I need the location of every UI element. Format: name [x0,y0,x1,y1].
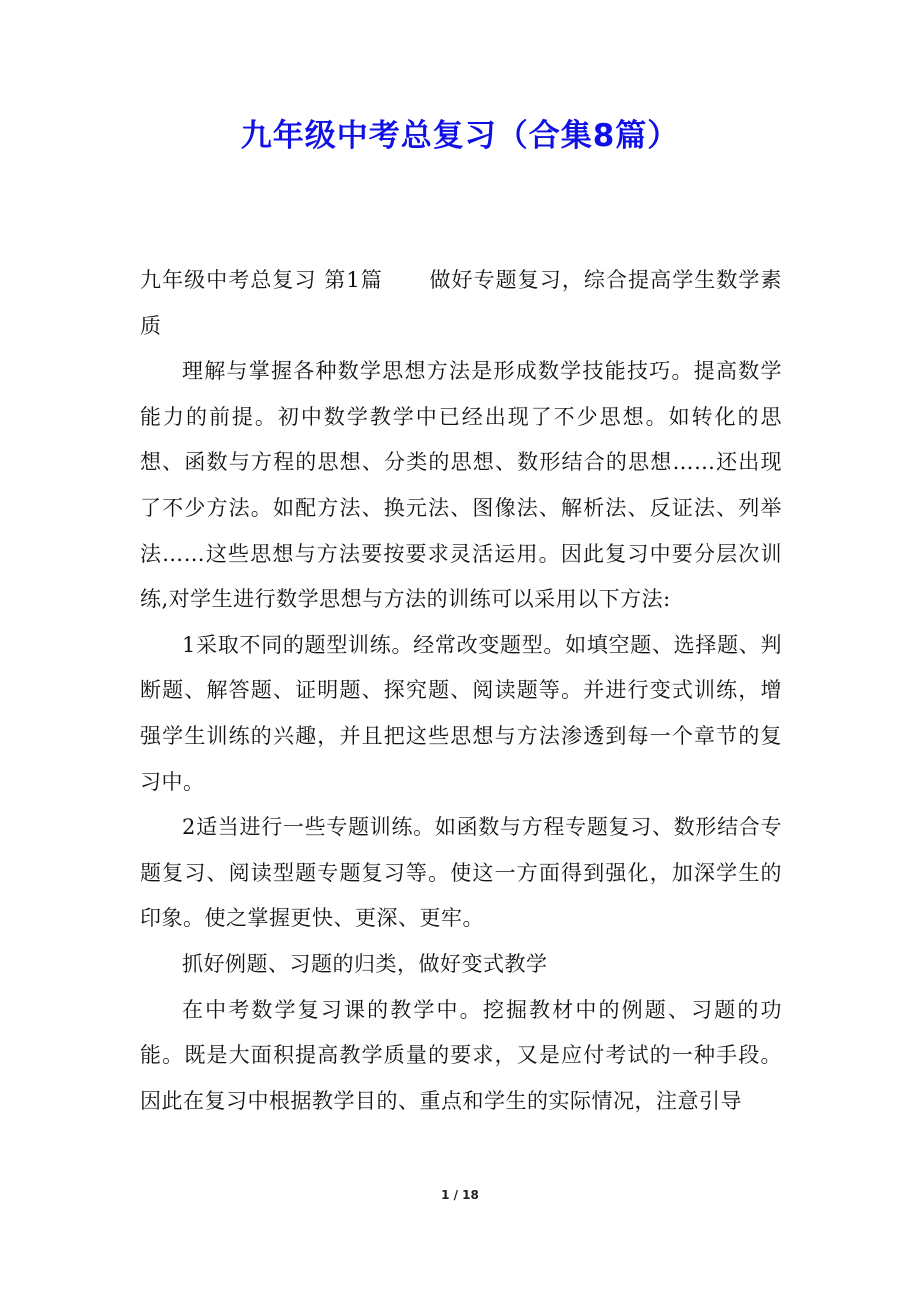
document-title: 九年级中考总复习（合集8篇） [240,118,680,154]
paragraph: 抓好例题、习题的归类，做好变式教学 [182,951,548,976]
paragraph: 2适当进行一些专题训练。如函数与方程专题复习、数形结合专题复习、阅读型题专题复习等。使这一方面得到强化，加深学生的印象。使之掌握更快、更深、更牢。 [140,815,782,931]
section-heading [140,258,782,349]
paragraph: 1采取不同的题型训练。经常改变题型。如填空题、选择题、判断题、解答题、证明题、探究题、阅读题等。并进行变式训练，增强学生训练的兴趣，并且把这些思想与方法渗透到每一个章节的复习中。 [140,632,782,794]
paragraph: 在中考数学复习课的教学中。挖掘教材中的例题、习题的功能。既是大面积提高教学质量的要求，又是应付考试的一种手段。因此在复习中根据教学目的、重点和学生的实际情况，注意引导 [140,997,782,1113]
section-label: 九年级中考总复习 第1篇 [140,268,383,292]
paragraph: 理解与掌握各种数学思想方法是形成数学技能技巧。提高数学能力的前提。初中数学教学中已经出现了不少思想。如转化的思想、函数与方程的思想、分类的思想、数形结合的思想……还出现了不少方法。如配方法、换元法、图像法、解析法、反证法、列举法……这些思想与方法要按要求灵活运用。因此复习中要分层次训练,对学生进行数学思想与方法的训练可以采用以下方法: [140,359,782,612]
document-body [140,258,782,1124]
section-title: 做好专题复习，综合提高学生数学素质 [140,268,782,338]
page-number: 1 / 18 [441,1188,479,1202]
